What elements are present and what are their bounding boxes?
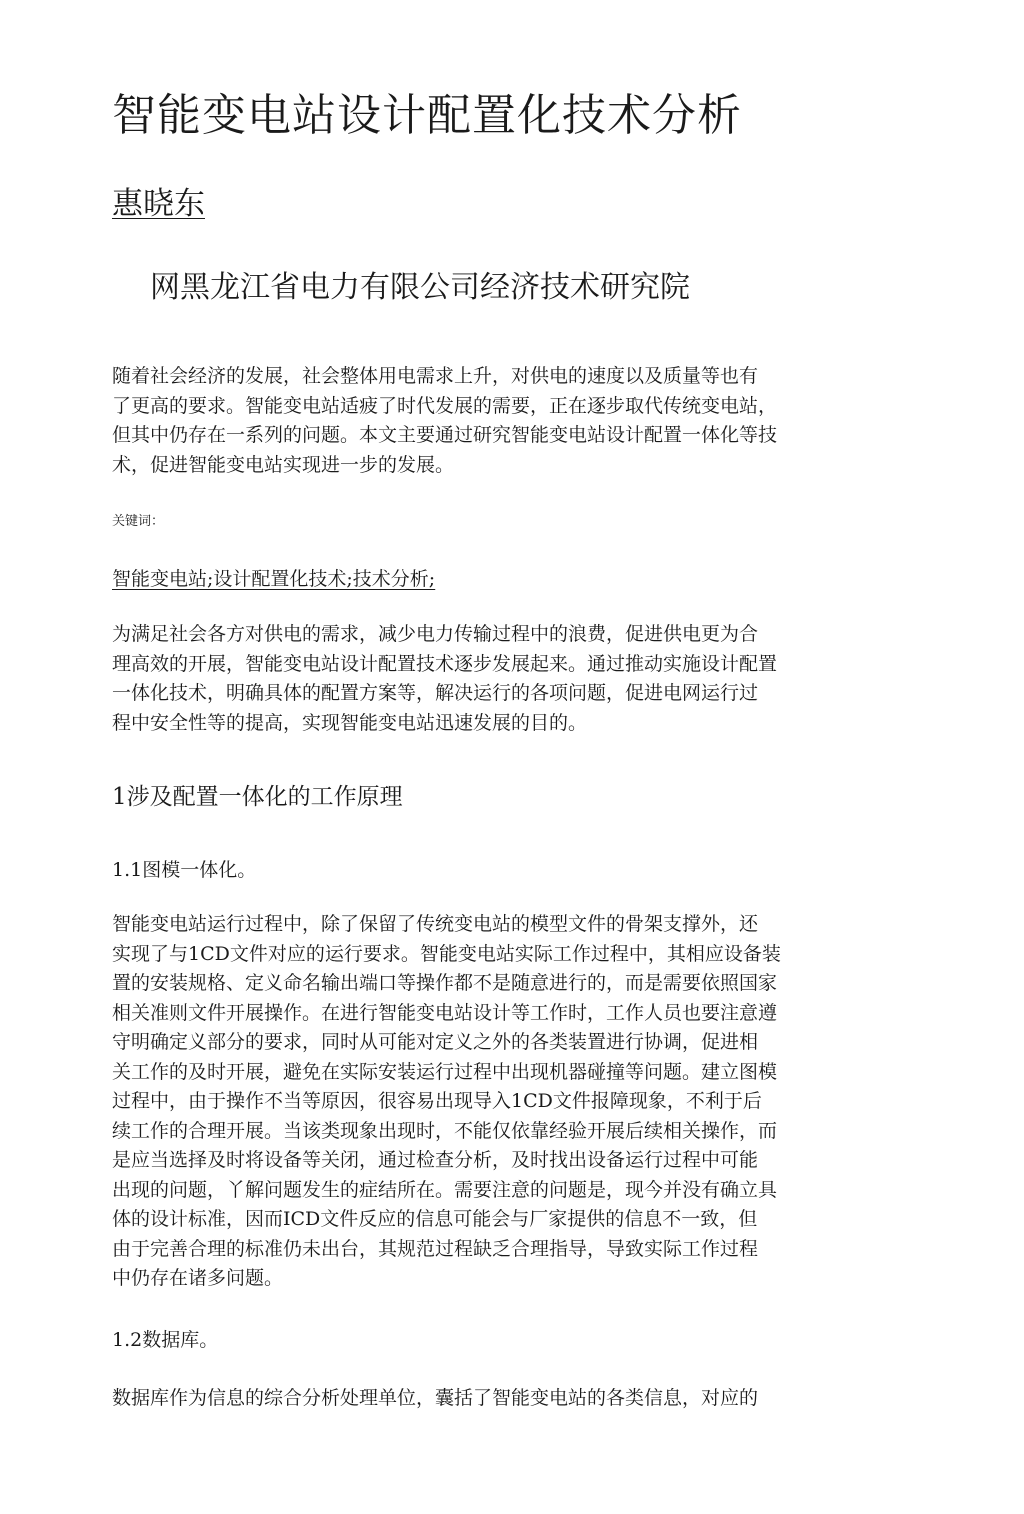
body-line: 是应当选择及时将设备等关闭，通过检查分析，及时找出设备运行过程中可能 [112,1149,759,1171]
body-line: 中仍存在诸多问题。 [112,1267,284,1289]
section-1-1-paragraph [112,910,781,1294]
body-line: 实现了与1CD文件对应的运行要求。智能变电站实际工作过程中，其相应设备装 [112,942,781,965]
intro-line: 为满足社会各方对供电的需求，减少电力传输过程中的浪费，促进供电更为合 [112,623,759,645]
author-name: 惠晓东 [112,186,205,222]
keywords-label: 关键词： [112,514,165,529]
body-line: 体的设计标准，因而ICD文件反应的信息可能会与厂家提供的信息不一致，但 [112,1208,758,1230]
body-line: 置的安装规格、定义命名输出端口等操作都不是随意进行的，而是需要依照国家 [112,972,778,994]
body-line: 关工作的及时开展，避免在实际安装运行过程中出现机器碰撞等问题。建立图模 [112,1060,778,1083]
body-line: 出现的问题，丫解问题发生的症结所在。需要注意的问题是，现今并没有确立具 [112,1178,778,1201]
body-line: 过程中，由于操作不当等原因，很容易出现导入1CD文件报障现象，不利于后 [112,1090,762,1112]
body-line: 智能变电站运行过程中，除了保留了传统变电站的模型文件的骨架支撑外，还 [112,913,759,935]
abstract-line: 随着社会经济的发展，社会整体用电需求上升，对供电的速度以及质量等也有 [112,365,759,387]
intro-line: 一体化技术，明确具体的配置方案等，解决运行的各项问题，促进电网运行过 [112,682,759,704]
body-line: 续工作的合理开展。当该类现象出现时，不能仅依靠经验开展后续相关操作，而 [112,1119,778,1142]
body-line: 由于完善合理的标准仍未出台，其规范过程缺乏合理指导，导致实际工作过程 [112,1237,759,1260]
intro-paragraph [112,620,777,738]
body-line: 相关准则文件开展操作。在进行智能变电站设计等工作时，工作人员也要注意遵 [112,1001,778,1024]
subsection-heading-1-2: 1.2数据库。 [112,1329,219,1351]
abstract-line: 了更高的要求。智能变电站适疲了时代发展的需要，正在逐步取代传统变电站， [112,394,778,417]
abstract-paragraph [112,362,777,480]
body-line: 数据库作为信息的综合分析处理单位，囊括了智能变电站的各类信息，对应的 [112,1387,759,1409]
intro-line: 理高效的开展，智能变电站设计配置技术逐步发展起来。通过推动实施设计配置 [112,652,778,675]
abstract-line: 但其中仍存在一系列的问题。本文主要通过研究智能变电站设计配置一体化等技 [112,424,778,446]
body-line: 守明确定义部分的要求，同时从可能对定义之外的各类装置进行协调，促进相 [112,1031,759,1053]
subsection-heading-1-1: 1.1图模一体化。 [112,859,257,881]
document-title: 智能变电站设计配置化技术分析 [112,90,742,141]
abstract-line: 术，促进智能变电站实现进一步的发展。 [112,453,455,476]
section-1-2-paragraph [112,1384,758,1414]
keywords-text: 智能变电站;设计配置化技术;技术分析; [112,568,436,590]
intro-line: 程中安全性等的提高，实现智能变电站迅速发展的目的。 [112,711,588,734]
author-affiliation: 网黑龙江省电力有限公司经济技术研究院 [150,270,690,305]
section-heading-1: 1涉及配置一体化的工作原理 [112,784,403,810]
